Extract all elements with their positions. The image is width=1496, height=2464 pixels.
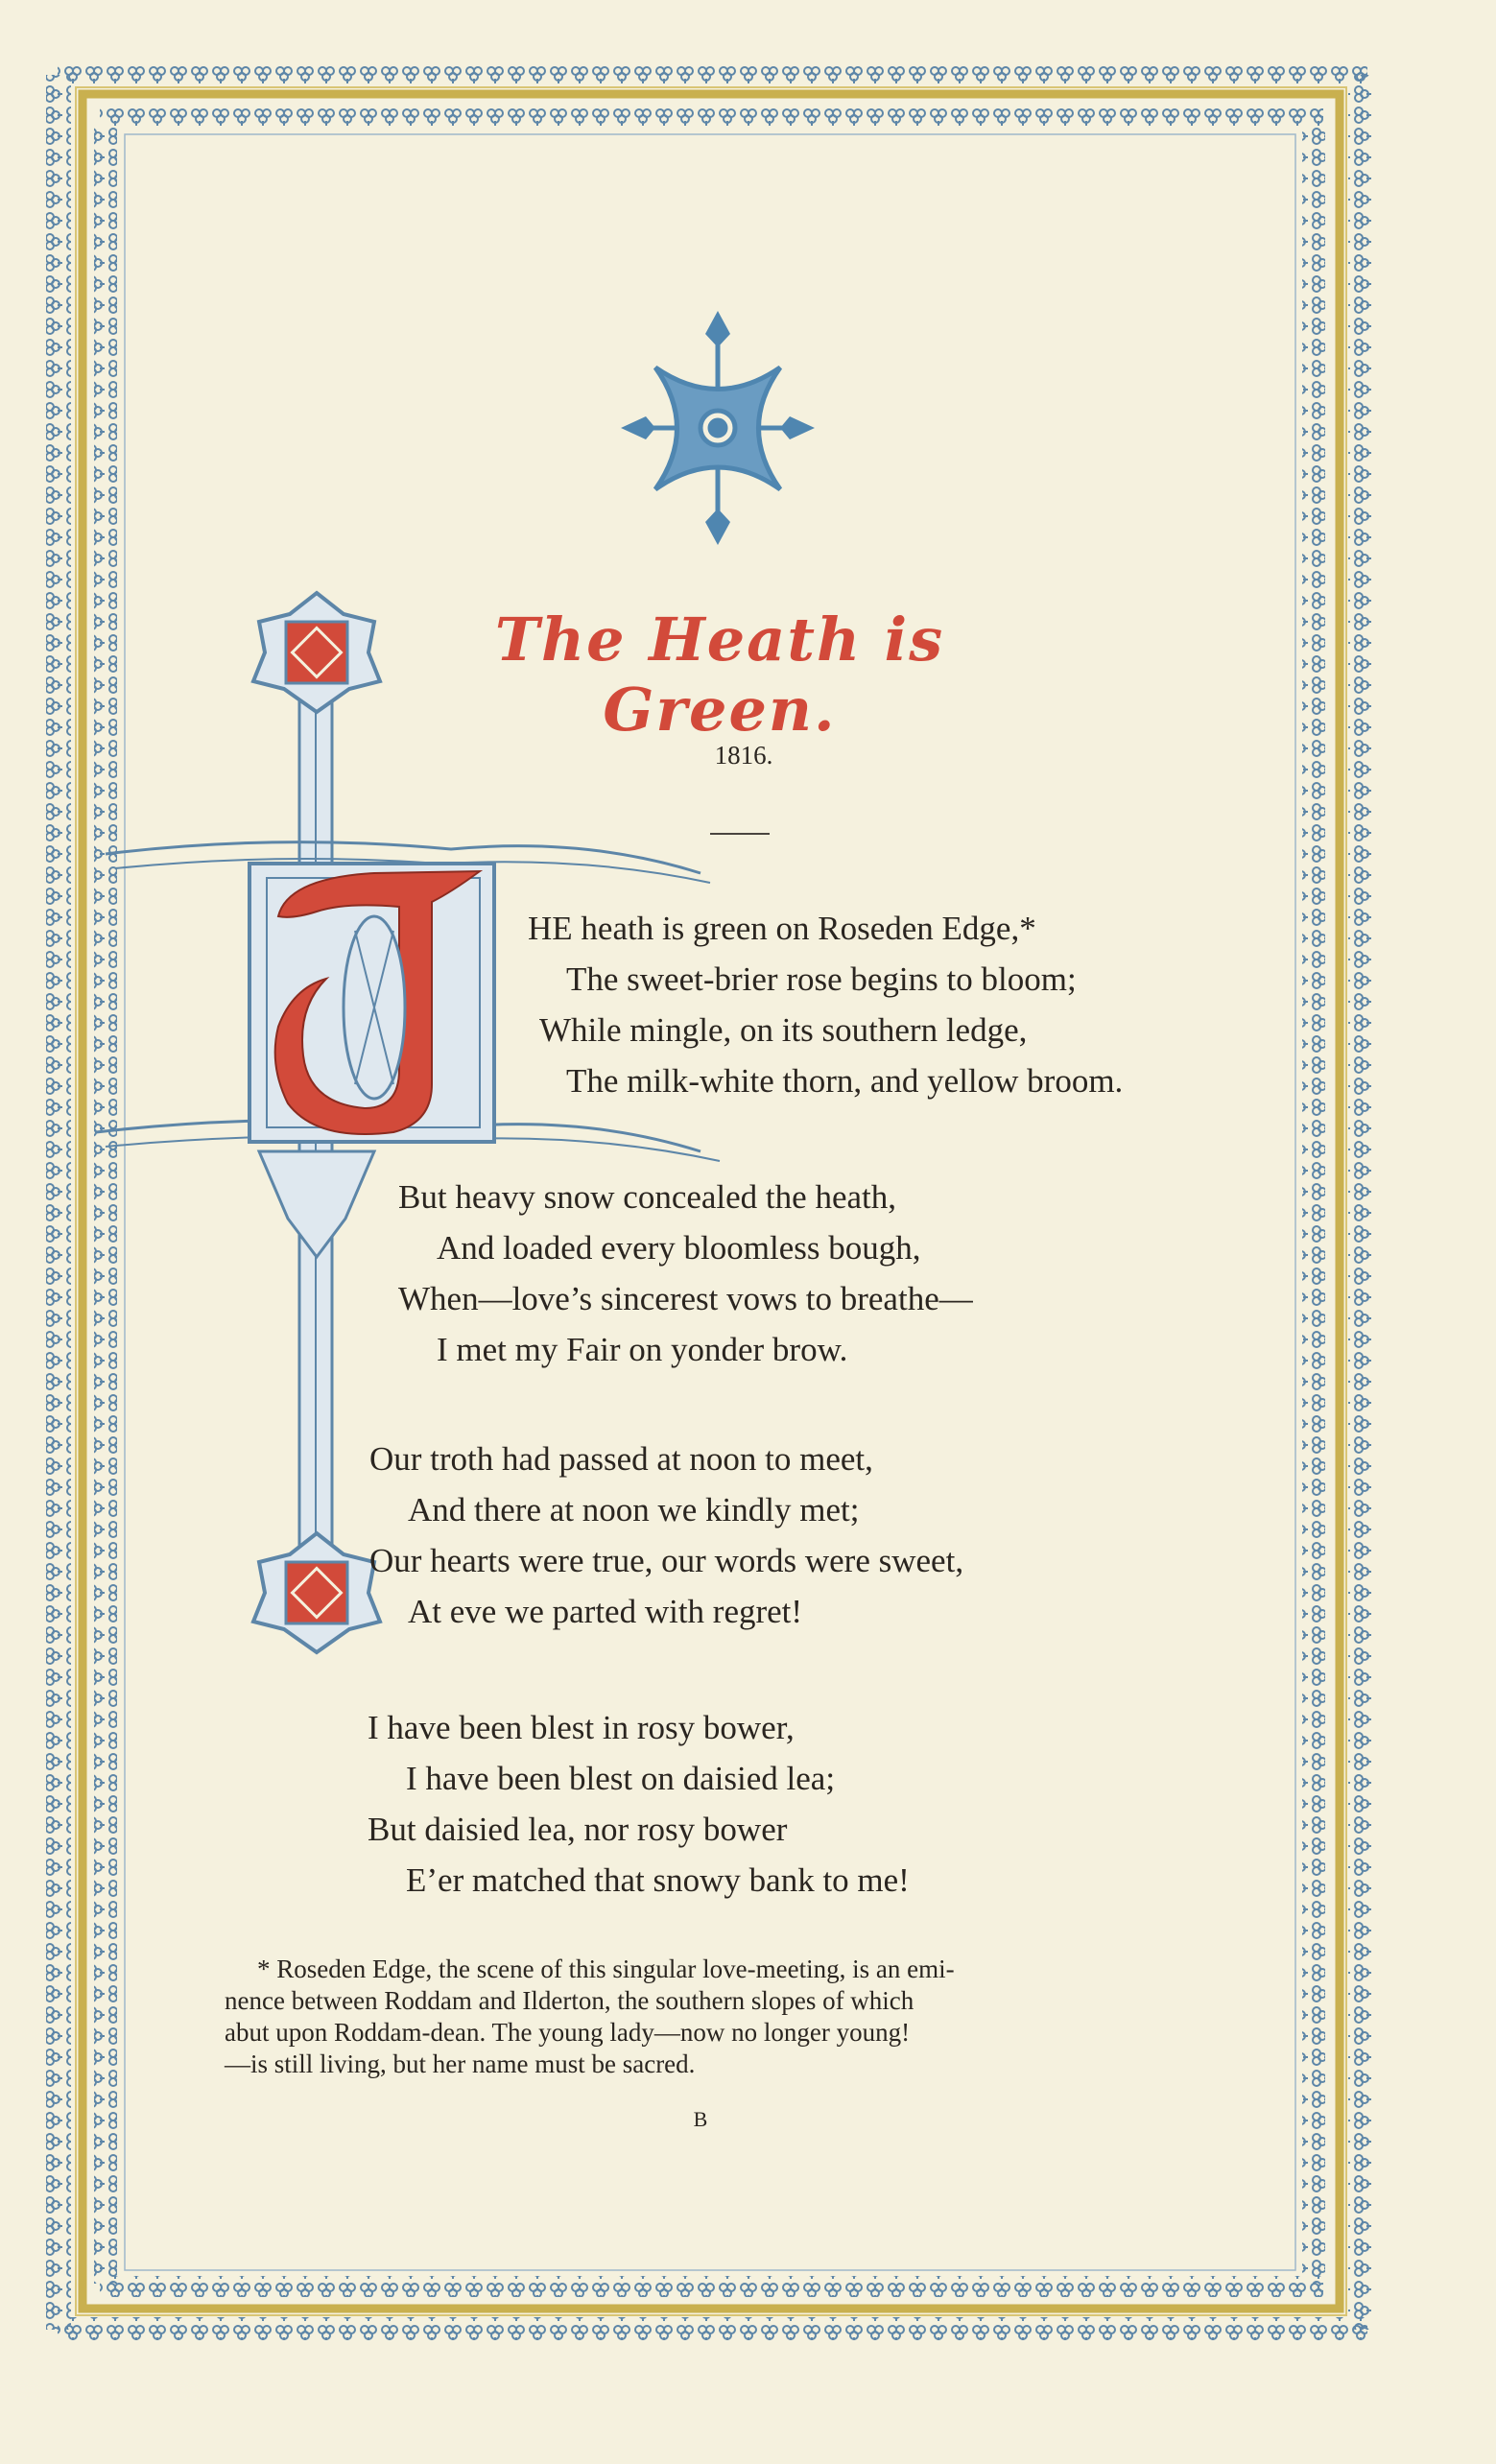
fleur-cross-ornament-icon	[617, 305, 819, 550]
poem-line: But heavy snow concealed the heath,	[398, 1178, 896, 1216]
poem-line: Our hearts were true, our words were sweet,	[369, 1542, 964, 1579]
stanza-1	[528, 903, 1123, 1106]
footnote	[225, 1954, 1184, 2080]
poem-line: The milk-white thorn, and yellow broom.	[566, 1062, 1124, 1100]
footnote-line: nence between Roddam and Ilderton, the southern slopes of which	[225, 1986, 914, 2015]
poem-line: HE heath is green on Roseden Edge,*	[528, 910, 1036, 947]
page-title: The Heath is Green.	[494, 604, 945, 745]
poem-line: And there at noon we kindly met;	[408, 1491, 860, 1528]
signature-mark: B	[693, 2107, 708, 2131]
poem-line: Our troth had passed at noon to meet,	[369, 1440, 873, 1478]
poem-line: E’er matched that snowy bank to me!	[406, 1861, 910, 1899]
poem-line: But daisied lea, nor rosy bower	[368, 1811, 788, 1848]
poem-year: 1816.	[714, 741, 773, 770]
footnote-line: * Roseden Edge, the scene of this singular love-meeting, is an emi-	[257, 1955, 955, 1983]
poem-line: The sweet-brier rose begins to bloom;	[566, 960, 1077, 998]
stanza-4	[368, 1702, 910, 1906]
poem-line: I have been blest in rosy bower,	[368, 1709, 795, 1746]
poem-line: I have been blest on daisied lea;	[406, 1760, 836, 1797]
footnote-line: —is still living, but her name must be sacred.	[225, 2049, 696, 2078]
poem-line: When—love’s sincerest vows to breathe—	[398, 1280, 973, 1317]
poem-line: I met my Fair on yonder brow.	[437, 1331, 848, 1368]
footnote-line: abut upon Roddam-dean. The young lady—now no longer young!	[225, 2018, 911, 2047]
stanza-3	[369, 1433, 963, 1637]
poem-line: While mingle, on its southern ledge,	[539, 1011, 1028, 1049]
stanza-2	[398, 1172, 973, 1375]
poem-line: At eve we parted with regret!	[408, 1593, 803, 1630]
poem-line: And loaded every bloomless bough,	[437, 1229, 921, 1267]
